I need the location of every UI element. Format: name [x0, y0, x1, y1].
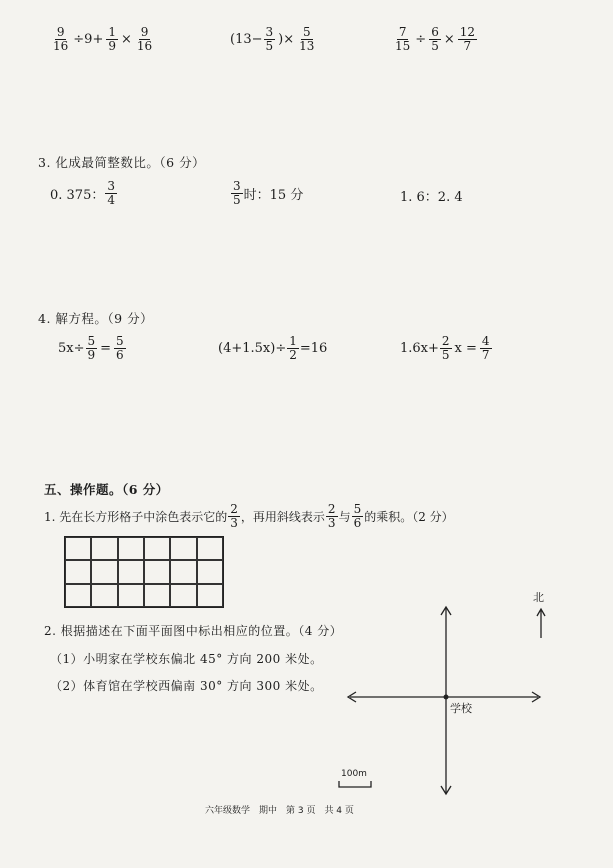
fraction: $\frac{5}{13}$ — [299, 25, 315, 53]
operation-question-2-title: 2. 根据描述在下面平面图中标出相应的位置。（4 分） — [44, 624, 343, 638]
fraction: $\frac{2}{5}$ — [441, 334, 450, 362]
fraction: $\frac{9}{16}$ — [136, 25, 153, 53]
fraction: $\frac{1}{2}$ — [289, 334, 297, 362]
scale-label: 100m — [341, 769, 367, 779]
operation-question-2-item-1: （1）小明家在学校东偏北 45° 方向 200 米处。 — [50, 652, 323, 666]
fraction: $\frac{6}{5}$ — [431, 25, 439, 53]
fraction: $\frac{9}{16}$ — [53, 25, 69, 53]
ratio-item-3: 1. 6：2. 4 — [400, 190, 463, 205]
equation-1: 5x÷ $\frac{5}{9}$ = $\frac{5}{6}$ — [58, 334, 124, 362]
fraction: $\frac{3}{5}$ — [233, 179, 241, 207]
ratio-item-1: 0. 375： $\frac{3}{4}$ — [50, 179, 115, 207]
operation-question-2-item-2: （2）体育馆在学校西偏南 30° 方向 300 米处。 — [50, 679, 323, 693]
scale-bar — [339, 781, 371, 787]
school-origin-point — [444, 695, 449, 700]
fraction: $\frac{4}{7}$ — [481, 334, 490, 362]
calc-expression-2: (13− $\frac{3}{5}$ )× $\frac{5}{13}$ — [230, 25, 315, 53]
fraction: $\frac{7}{15}$ — [395, 25, 411, 53]
fraction: $\frac{5}{6}$ — [353, 502, 362, 530]
operation-question-1: 1. 先在长方形格子中涂色表示它的 $\frac{2}{3}$ ，再用斜线表示 $\frac{2}{3}$ 与 $\frac{5}{6}$ 的乘积。（2 分） — [44, 502, 454, 530]
fraction: $\frac{3}{4}$ — [107, 179, 115, 207]
fraction: $\frac{2}{3}$ — [327, 502, 336, 530]
page-footer: 六年级数学 期中 第 3 页 共 4 页 — [205, 806, 354, 816]
fraction: $\frac{1}{9}$ — [108, 25, 116, 53]
fraction: $\frac{3}{5}$ — [265, 25, 274, 53]
ratio-item-2: $\frac{3}{5}$ 时：15 分 — [233, 179, 304, 207]
equation-2: (4+1.5x)÷ $\frac{1}{2}$ =16 — [218, 334, 328, 362]
calc-expression-1: $\frac{9}{16}$ ÷9+ $\frac{1}{9}$ × $\frac{9}{16}$ — [53, 25, 153, 53]
section-3-title: 3. 化成最简整数比。（6 分） — [38, 155, 206, 170]
equation-3: 1.6x+ $\frac{2}{5}$ x = $\frac{4}{7}$ — [400, 334, 490, 362]
fraction: $\frac{5}{6}$ — [116, 334, 124, 362]
calc-expression-3: $\frac{7}{15}$ ÷ $\frac{6}{5}$ × $\frac{12}{7}$ — [395, 25, 476, 53]
fraction: $\frac{5}{9}$ — [87, 334, 96, 362]
school-label: 学校 — [450, 702, 472, 715]
north-label: 北 — [533, 591, 544, 604]
section-4-title: 4. 解方程。（9 分） — [38, 311, 154, 326]
section-5-title: 五、操作题。（6 分） — [44, 482, 169, 497]
fraction: $\frac{12}{7}$ — [459, 25, 476, 53]
fraction: $\frac{2}{3}$ — [230, 502, 238, 530]
